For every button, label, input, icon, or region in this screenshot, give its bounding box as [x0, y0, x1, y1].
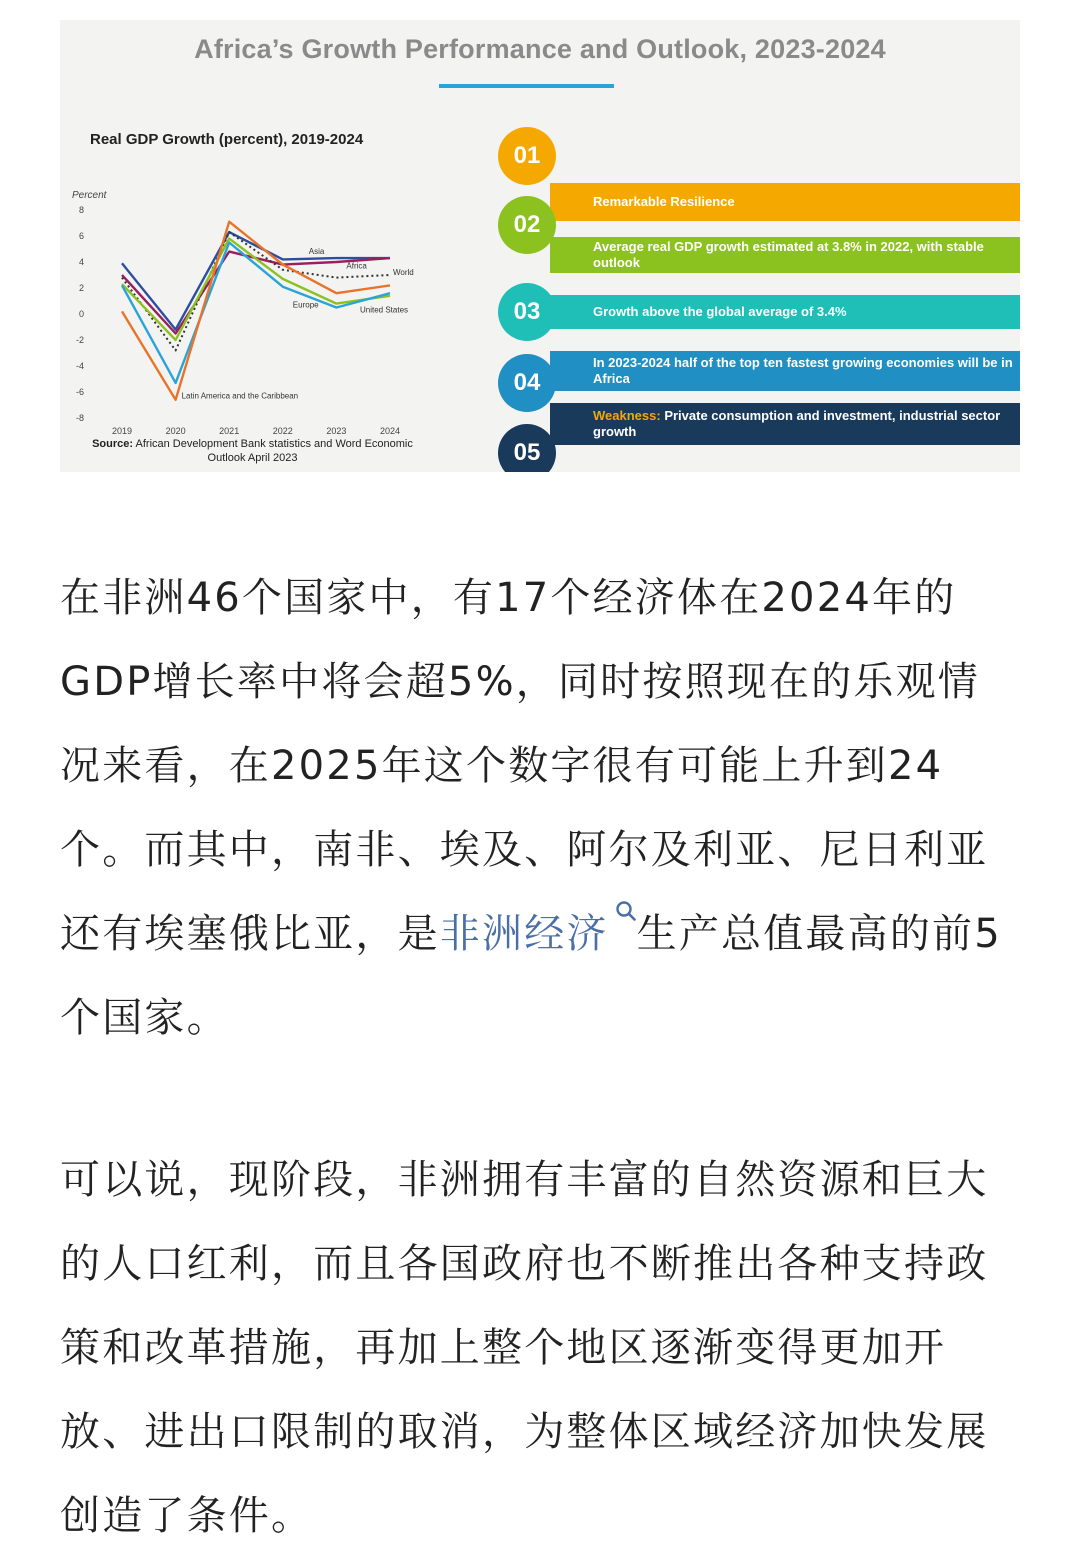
series-label: Europe [292, 300, 319, 310]
paragraph-2: 可以说，现阶段，非洲拥有丰富的自然资源和巨大的人口红利，而且各国政府也不断推出各种支持政策和改革措施，再加上整个地区逐渐变得更加开放、进出口限制的取消，为整体区域经济加快发展创造了条件。 [60, 1157, 989, 1539]
point-text-03: Growth above the global average of 3.4% [593, 304, 847, 319]
search-icon[interactable] [615, 900, 637, 922]
point-number-03: 03 [498, 283, 556, 341]
y-tick-label: -6 [75, 387, 84, 397]
point-text-04: In 2023-2024 half of the top ten fastest growing economies will be in Africa [593, 355, 1013, 386]
paragraph-1-text-a: 在非洲46个国家中，有17个经济体在2024年的GDP增长率中将会超5%，同时按照现在的乐观情况来看，在2025年这个数字很有可能上升到24个。而其中，南非、埃及、阿尔及利亚、尼日利亚还有埃塞俄比亚，是 [60, 575, 989, 957]
series-label: United States [360, 305, 409, 315]
series-label: Asia [308, 247, 325, 257]
point-number-01: 01 [498, 127, 556, 185]
point-band-04 [550, 351, 1020, 391]
key-points [498, 125, 1020, 472]
point-text-05-wrap [593, 408, 1020, 440]
point-text-01: Remarkable Resilience [593, 194, 735, 209]
y-tick-label: -2 [75, 335, 84, 345]
series-label: World [393, 268, 414, 277]
point-band-02 [550, 237, 1020, 273]
title-underline [439, 84, 614, 88]
infographic-title: Africa’s Growth Performance and Outlook, 2023-2024 [194, 34, 886, 64]
series-label: Africa [346, 261, 367, 271]
keyword-link[interactable]: 非洲经济 [439, 911, 609, 957]
x-tick-label: 2023 [326, 426, 347, 436]
chart-source [80, 437, 425, 465]
point-number-04: 04 [498, 354, 556, 412]
x-tick-label: 2022 [272, 426, 293, 436]
point-band-01 [550, 183, 1020, 221]
x-tick-label: 2020 [165, 426, 186, 436]
y-tick-label: 4 [78, 257, 84, 267]
y-tick-label: 2 [78, 283, 84, 293]
source-label: Source: [92, 438, 134, 450]
paragraph-1 [60, 556, 1020, 1060]
point-band-03 [550, 295, 1020, 329]
y-tick-label: -4 [75, 361, 84, 371]
y-tick-label: 0 [78, 309, 84, 319]
paragraph-1-text-b: 生产总值最高的前5个国家。 [60, 911, 1002, 1041]
series-line-latin-america-and-the-caribbean [122, 222, 390, 400]
x-tick-label: 2021 [219, 426, 240, 436]
point-text-02: Average real GDP growth estimated at 3.8% in 2022, with stable outlook [593, 239, 984, 270]
point-highlight-05: Weakness: [593, 408, 661, 423]
point-number-05: 05 [498, 424, 556, 472]
y-tick-label: -8 [75, 413, 84, 423]
y-tick-label: 6 [78, 231, 84, 241]
series-line-asia [122, 232, 390, 330]
africa-growth-infographic [60, 20, 1020, 472]
series-line-europe [122, 239, 390, 340]
source-text: African Development Bank statistics and Word Economic Outlook April 2023 [135, 438, 413, 464]
point-band-05 [550, 403, 1020, 445]
y-tick-label: 8 [78, 205, 84, 215]
y-axis-label: Percent [72, 190, 107, 201]
series-label: Latin America and the Caribbean [181, 391, 299, 401]
point-number-02: 02 [498, 196, 556, 254]
gdp-line-chart [60, 170, 440, 440]
point-text-05: Private consumption and investment, industrial sector growth [593, 408, 1001, 439]
chart-title: Real GDP Growth (percent), 2019-2024 [90, 131, 364, 148]
x-tick-label: 2019 [111, 426, 133, 436]
x-tick-label: 2024 [379, 426, 401, 436]
